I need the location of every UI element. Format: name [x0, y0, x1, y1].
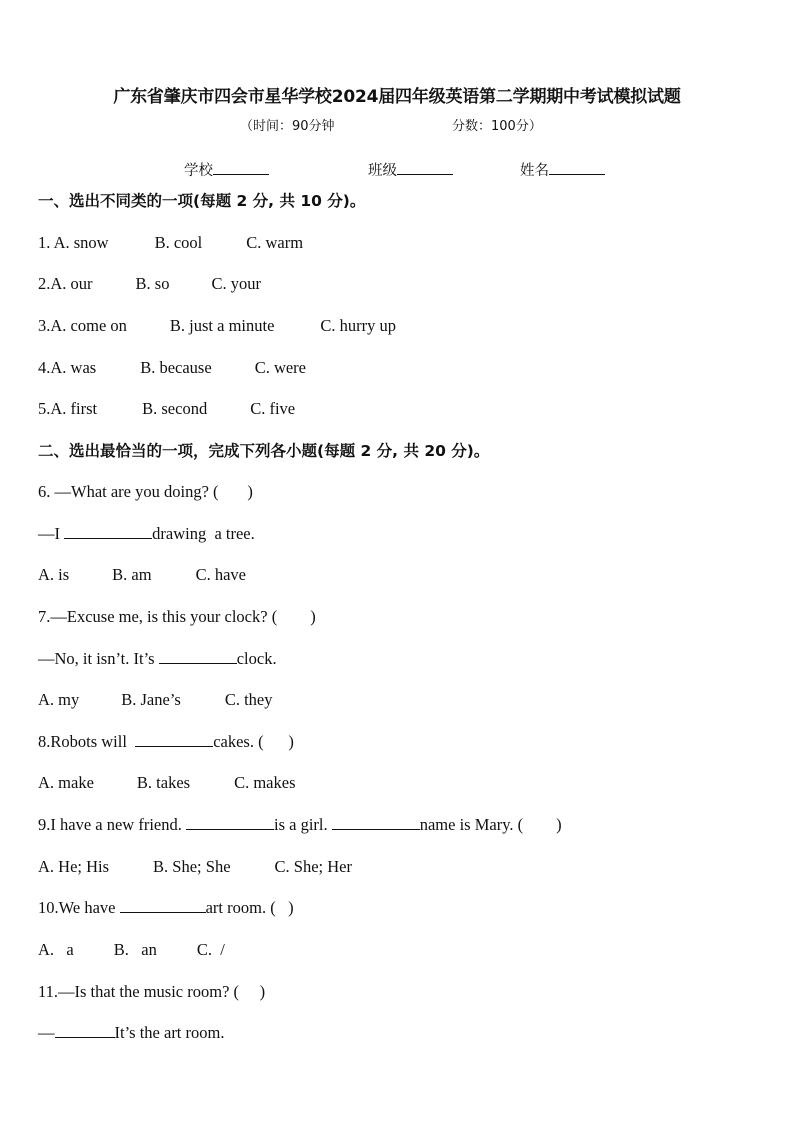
- question-4: 4.A. was B. because C. were: [38, 358, 307, 377]
- question-7-options: A. my B. Jane’s C. they: [38, 690, 273, 709]
- exam-score: 分数：100分）: [452, 119, 542, 134]
- school-blank: [213, 160, 269, 175]
- answer-blank: [64, 524, 152, 539]
- question-6-options: A. is B. am C. have: [38, 565, 246, 584]
- question-9-stem: 9.I have a new friend. is a girl. name is Mary. ( ): [38, 815, 562, 834]
- exam-title: 广东省肇庆市四会市星华学校2024届四年级英语第二学期期中考试模拟试题: [113, 87, 681, 107]
- class-blank: [397, 160, 453, 175]
- question-9-options: A. He; His B. She; She C. She; Her: [38, 857, 352, 876]
- answer-blank: [135, 732, 213, 747]
- section2-heading: 二、选出最恰当的一项，完成下列各小题(每题 2 分, 共 20 分)。: [38, 442, 490, 460]
- answer-blank: [186, 815, 274, 830]
- name-field: [520, 160, 605, 181]
- question-11-stem: 11.—Is that the music room? ( ): [38, 982, 266, 1001]
- question-7-line2: —No, it isn’t. It’s clock.: [38, 649, 277, 668]
- question-7-stem: 7.—Excuse me, is this your clock? ( ): [38, 607, 316, 626]
- question-11-line2: — It’s the art room.: [38, 1023, 225, 1042]
- name-blank: [549, 160, 605, 175]
- question-1: 1. A. snow B. cool C. warm: [38, 233, 304, 252]
- question-2: 2.A. our B. so C. your: [38, 274, 261, 293]
- question-3: 3.A. come on B. just a minute C. hurry up: [38, 316, 397, 335]
- section1-heading: 一、选出不同类的一项(每题 2 分, 共 10 分)。: [38, 192, 366, 210]
- answer-blank: [332, 815, 420, 830]
- class-field: [368, 160, 453, 181]
- question-6-stem: 6. —What are you doing? ( ): [38, 482, 253, 501]
- answer-blank: [55, 1023, 115, 1038]
- class-label: 班级: [368, 163, 397, 179]
- answer-blank: [120, 898, 206, 913]
- answer-blank: [159, 649, 237, 664]
- question-10-stem: 10.We have art room. ( ): [38, 898, 294, 917]
- school-field: [184, 160, 269, 181]
- question-8-options: A. make B. takes C. makes: [38, 773, 296, 792]
- question-6-line2: —I drawing a tree.: [38, 524, 255, 543]
- school-label: 学校: [184, 163, 213, 179]
- question-8-stem: 8.Robots will cakes. ( ): [38, 732, 294, 751]
- question-10-options: A. a B. an C. /: [38, 940, 225, 959]
- question-5: 5.A. first B. second C. five: [38, 399, 296, 418]
- exam-time: （时间：90分钟: [240, 119, 335, 134]
- name-label: 姓名: [520, 163, 549, 179]
